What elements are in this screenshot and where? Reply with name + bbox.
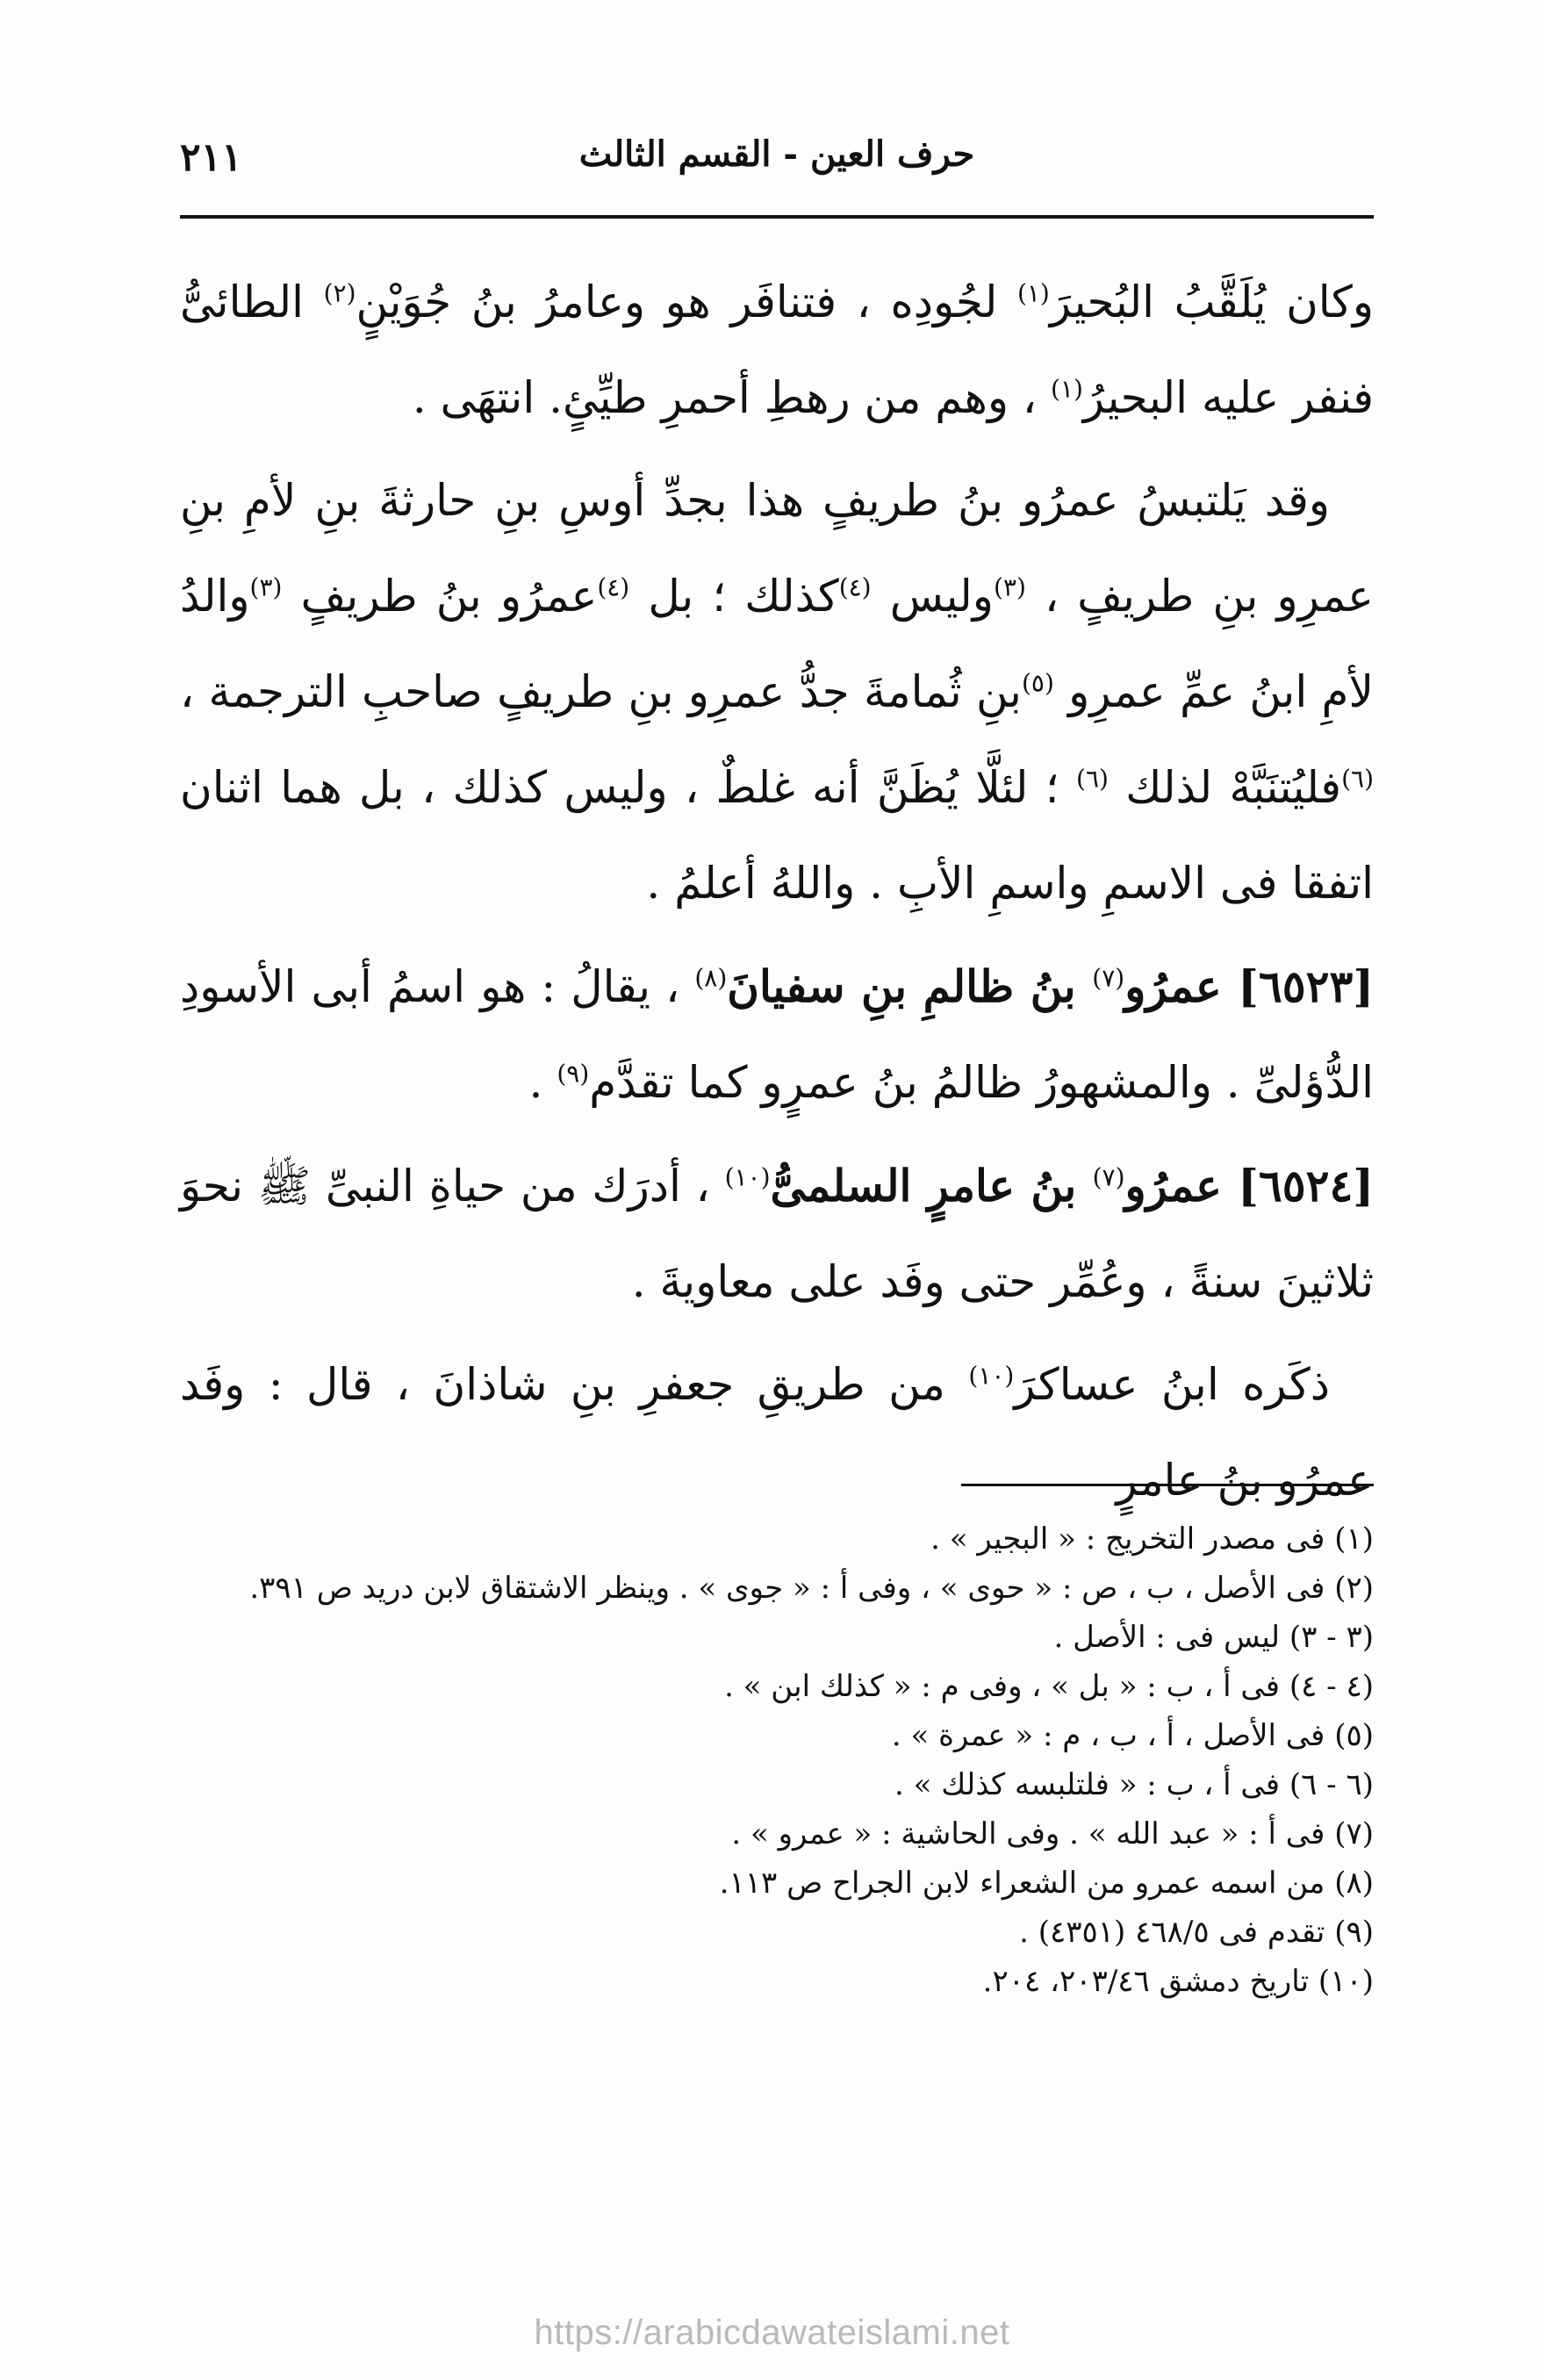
- footnote-1: (١) فى مصدر التخريج : « البجير » .: [930, 1521, 1374, 1557]
- footnote-ref[interactable]: (٩): [557, 1059, 590, 1089]
- paragraph-5: [180, 1337, 1374, 1528]
- text-segment: بنِ ثُمامةَ جدُّ عمرِو بنِ طريفٍ صاحبِ الترجمة ،: [180, 666, 1022, 717]
- text-segment: من طريقِ جعفرِ بنِ شاذانَ ، قال : وفَد عمرُو بنُ عامرٍ: [180, 1359, 1374, 1506]
- footnote-ref[interactable]: (٦): [1076, 764, 1109, 794]
- footnote-9: (٩) تقدم فى ٤٦٨/٥ (٤٣٥١) .: [1019, 1915, 1374, 1950]
- text-segment: والدُ لأمِ ابنُ عمِّ عمرِو: [180, 571, 1374, 717]
- footnotes: [180, 1514, 1374, 2006]
- text-segment: .: [528, 1057, 557, 1108]
- running-title: حرف العين - القسم الثالث: [578, 133, 975, 175]
- footnote-ref[interactable]: (٤): [597, 572, 630, 602]
- text-segment: ، يقالُ : هو اسمُ أبى الأسودِ الدُّؤلىِّ . والمشهورُ ظالمُ بنُ عمرٍو كما تقدَّم: [180, 961, 1374, 1108]
- page-number: ٢١١: [180, 135, 242, 180]
- text-segment: لجُودِه ، فتنافَر هو وعامرُ بنُ جُوَيْنٍ: [355, 277, 1017, 327]
- footnote-5: (٥) فى الأصل ، أ ، ب ، م : « عمرة » .: [891, 1718, 1374, 1753]
- paragraph-1: [180, 255, 1374, 446]
- text-segment: وقد يَلتبسُ عمرُو بنُ طريفٍ هذا بجدِّ أوسِ بنِ حارثةَ بنِ لأمِ بنِ عمرِو بنِ طريفٍ ،: [180, 475, 1374, 622]
- footnote-4: (٤ - ٤) فى أ ، ب : « بل » ، وفى م : « كذلك ابن » .: [724, 1669, 1374, 1704]
- entry-6523: [180, 938, 1374, 1131]
- text-segment: وكان يُلَقَّبُ البُحيرَ: [1049, 277, 1374, 327]
- footnote-ref[interactable]: (٤): [838, 572, 872, 602]
- text-segment: ؛ لئلَّا يُظَنَّ أنه غلطٌ ، وليس كذلك ، بل هما اثنان اتفقا فى الاسمِ واسمِ الأبِ . واللهُ أعلمُ .: [180, 762, 1374, 909]
- footnote-2: (٢) فى الأصل ، ب ، ص : « حوى » ، وفى أ : « جوى » . وينظر الاشتقاق لابن دريد ص ٣٩١.: [249, 1571, 1374, 1606]
- header-rule: [180, 215, 1374, 219]
- footnote-ref[interactable]: (٢): [323, 278, 356, 308]
- footnote-ref[interactable]: (٧): [1092, 1162, 1125, 1192]
- body-text: [180, 255, 1374, 1535]
- text-segment: فليُتنَبَّهْ لذلك: [1108, 762, 1342, 813]
- footnote-ref[interactable]: (٣): [249, 572, 283, 602]
- text-segment: كذلك ؛ بل: [629, 571, 839, 622]
- footnote-10: (١٠) تاريخ دمشق ٢٠٣/٤٦، ٢٠٤.: [982, 1964, 1374, 1999]
- entry-heading: [٦٥٢٣] عمرُو: [1124, 960, 1375, 1012]
- text-segment: ، أدرَك من حياةِ النبىِّ ﷺ نحوَ ثلاثينَ سنةً ، وعُمِّر حتى وفَد على معاويةَ .: [180, 1161, 1374, 1307]
- footnote-6: (٦ - ٦) فى أ ، ب : « فلتلبسه كذلك » .: [894, 1767, 1374, 1802]
- entry-heading: [٦٥٢٤] عمرُو: [1124, 1160, 1375, 1212]
- footnote-ref[interactable]: (٥): [1021, 668, 1054, 698]
- entry-name: بنُ ظالمِ بنِ سفيانَ: [727, 960, 1093, 1012]
- footnote-ref[interactable]: (١): [1050, 374, 1083, 404]
- footnote-ref[interactable]: (١٠): [724, 1162, 771, 1192]
- text-segment: ذكَره ابنُ عساكرَ: [1014, 1359, 1331, 1410]
- entry-name: بنُ عامرٍ السلمىُّ: [770, 1160, 1093, 1212]
- footnote-ref[interactable]: (٦): [1341, 764, 1374, 794]
- footnote-ref[interactable]: (١): [1016, 278, 1050, 308]
- text-segment: وليس: [871, 571, 994, 622]
- text-segment: ، وهم من رهطِ أحمرِ طيِّئٍ. انتهَى .: [412, 372, 1051, 423]
- footnote-rule: [961, 1484, 1374, 1486]
- footnote-ref[interactable]: (١٠): [968, 1361, 1015, 1391]
- paragraph-2: [180, 453, 1374, 931]
- text-segment: الطائىُّ فنفر عليه البحيرُ: [180, 277, 1374, 423]
- footnote-7: (٧) فى أ : « عبد الله » . وفى الحاشية : « عمرو » .: [731, 1816, 1374, 1852]
- text-segment: عمرُو بنُ طريفٍ: [282, 571, 598, 622]
- footnote-3: (٣ - ٣) ليس فى : الأصل .: [1053, 1620, 1374, 1655]
- footnote-ref[interactable]: (٧): [1092, 963, 1125, 993]
- footnote-ref[interactable]: (٣): [993, 572, 1026, 602]
- page-header: [180, 132, 1374, 193]
- watermark-url: https://arabicdawateislami.net: [534, 2313, 1010, 2352]
- footnote-8: (٨) من اسمه عمرو من الشعراء لابن الجراح ص ١١٣.: [719, 1866, 1374, 1901]
- footnote-ref[interactable]: (٨): [694, 963, 728, 993]
- entry-6524: [180, 1138, 1374, 1330]
